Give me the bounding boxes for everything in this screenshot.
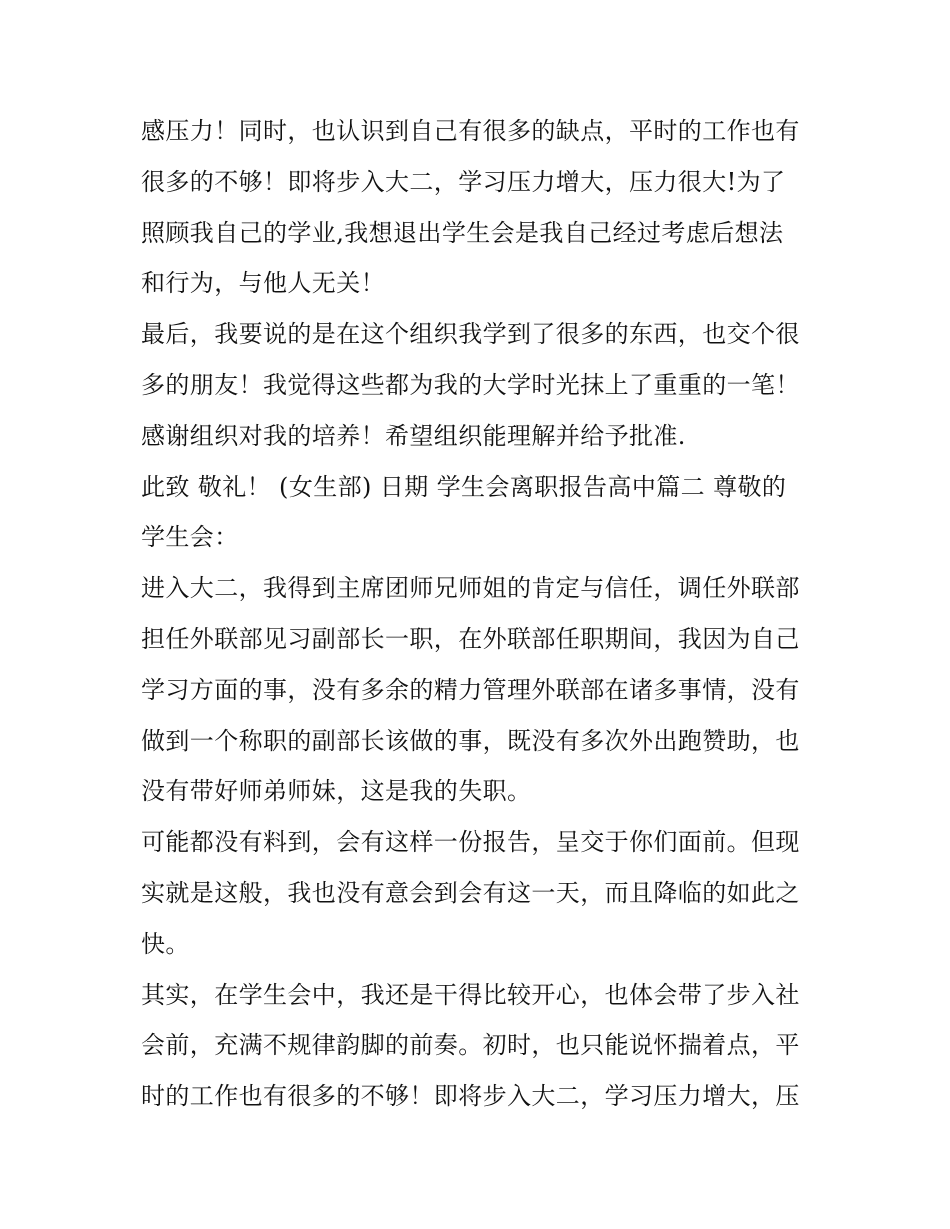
paragraph-3 [141, 462, 821, 564]
text-line: 感谢组织对我的培养！希望组织能理解并给予批准. [141, 421, 686, 450]
text-line: 会前，充满不规律韵脚的前奏。初时，也只能说怀揣着点，平 [141, 1031, 800, 1060]
text-line: 学习方面的事，没有多余的精力管理外联部在诸多事情，没有 [141, 675, 800, 704]
text-line: 实就是这般，我也没有意会到会有这一天，而且降临的如此之 [141, 878, 800, 907]
paragraph-5 [141, 817, 821, 969]
paragraph-6 [141, 970, 821, 1122]
paragraph-2 [141, 309, 821, 461]
text-line: 时的工作也有很多的不够！即将步入大二，学习压力增大，压 [141, 1082, 800, 1111]
text-line: 可能都没有料到，会有这样一份报告，呈交于你们面前。但现 [141, 828, 800, 857]
text-line: 照顾我自己的学业,我想退出学生会是我自己经过考虑后想法 [141, 218, 784, 247]
text-line: 其实，在学生会中，我还是干得比较开心，也体会带了步入社 [141, 980, 800, 1009]
text-line: 没有带好师弟师妹，这是我的失职。 [141, 777, 532, 806]
paragraph-1 [141, 106, 821, 309]
text-line: 快。 [141, 929, 190, 958]
text-line: 此致 敬礼！ (女生部) 日期 学生会离职报告高中篇二 尊敬的 [141, 472, 787, 501]
text-line: 学生会： [141, 523, 239, 552]
text-line: 多的朋友！我觉得这些都为我的大学时光抹上了重重的一笔！ [141, 370, 800, 399]
text-line: 很多的不够！即将步入大二，学习压力增大，压力很大!为了 [141, 167, 786, 196]
text-line: 感压力！同时，也认识到自己有很多的缺点，平时的工作也有 [141, 117, 800, 145]
document-body [141, 106, 821, 1122]
text-line: 做到一个称职的副部长该做的事，既没有多次外出跑赞助，也 [141, 726, 800, 755]
text-line: 最后，我要说的是在这个组织我学到了很多的东西，也交个很 [141, 320, 800, 349]
paragraph-4 [141, 563, 821, 817]
text-line: 和行为，与他人无关！ [141, 269, 385, 298]
text-line: 进入大二，我得到主席团师兄师姐的肯定与信任，调任外联部 [141, 574, 800, 603]
text-line: 担任外联部见习副部长一职，在外联部任职期间，我因为自己 [141, 624, 800, 653]
